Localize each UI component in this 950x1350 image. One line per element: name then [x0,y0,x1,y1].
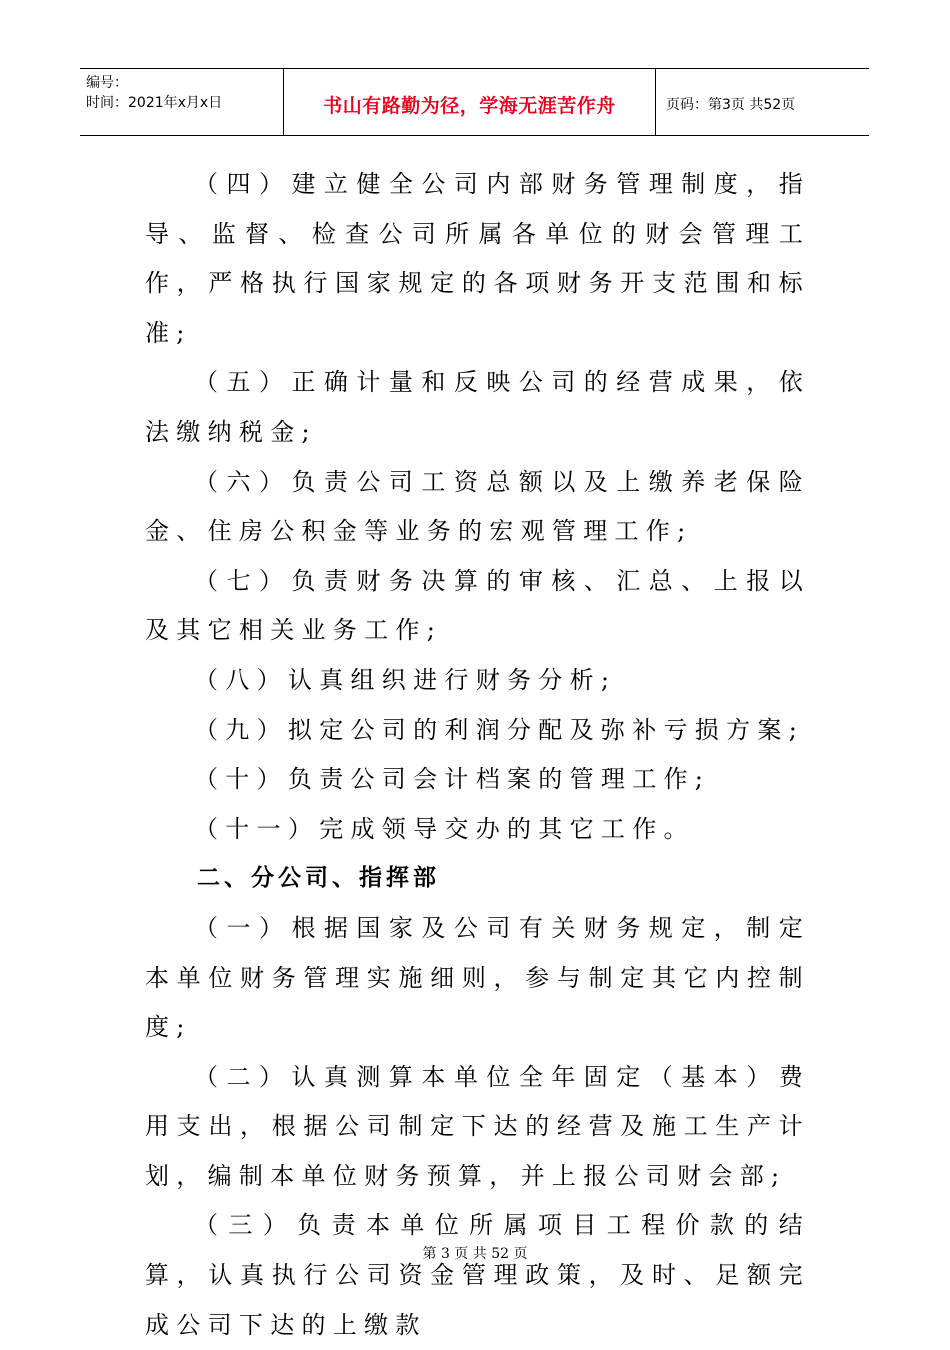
document-date-label: 时间：2021年x月x日 [86,95,223,111]
document-number-label: 编号： [86,75,128,91]
paragraph: （八）认真组织进行财务分析; [194,665,617,694]
footer-page-number: 第 3 页 共 52 页 [422,1246,528,1262]
paragraph: （九）拟定公司的利润分配及弥补亏损方案; [194,715,805,744]
section-heading: 二、分公司、指挥部 [197,865,440,892]
paragraph: （二）认真测算本单位全年固定（基本）费用支出，根据公司制定下达的经营及施工生产计划，编制本单位财务预算，并上报公司财会部; [145,1062,810,1190]
paragraph: （十一）完成领导交办的其它工作。 [194,814,695,843]
paragraph: （七）负责财务决算的审核、汇总、上报以及其它相关业务工作; [145,566,810,645]
paragraph: （一）根据国家及公司有关财务规定，制定本单位财务管理实施细则，参与制定其它内控制度; [145,913,810,1042]
header-page-cell [656,69,869,135]
paragraph: （五）正确计量和反映公司的经营成果，依法缴纳税金; [145,368,810,446]
paragraph: （四）建立健全公司内部财务管理制度，指导、监督、检查公司所属各单位的财会管理工作，严格执行国家规定的各项财务开支范围和标准; [145,170,810,347]
paragraph: （六）负责公司工资总额以及上缴养老保险金、住房公积金等业务的宏观管理工作; [145,467,810,546]
header-meta-cell [80,69,284,135]
paragraph: （三）负责本单位所属项目工程价款的结算，认真执行公司资金管理政策，及时、足额完成公司下达的上缴款 [145,1211,810,1339]
document-body [145,160,810,1350]
header-motto-cell [284,69,656,135]
page-header [80,68,869,136]
header-page-info: 页码：第3页 共52页 [666,97,796,113]
header-motto: 书山有路勤为径，学海无涯苦作舟 [323,94,616,117]
paragraph: （十）负责公司会计档案的管理工作; [194,765,711,794]
page-footer [0,1243,950,1263]
